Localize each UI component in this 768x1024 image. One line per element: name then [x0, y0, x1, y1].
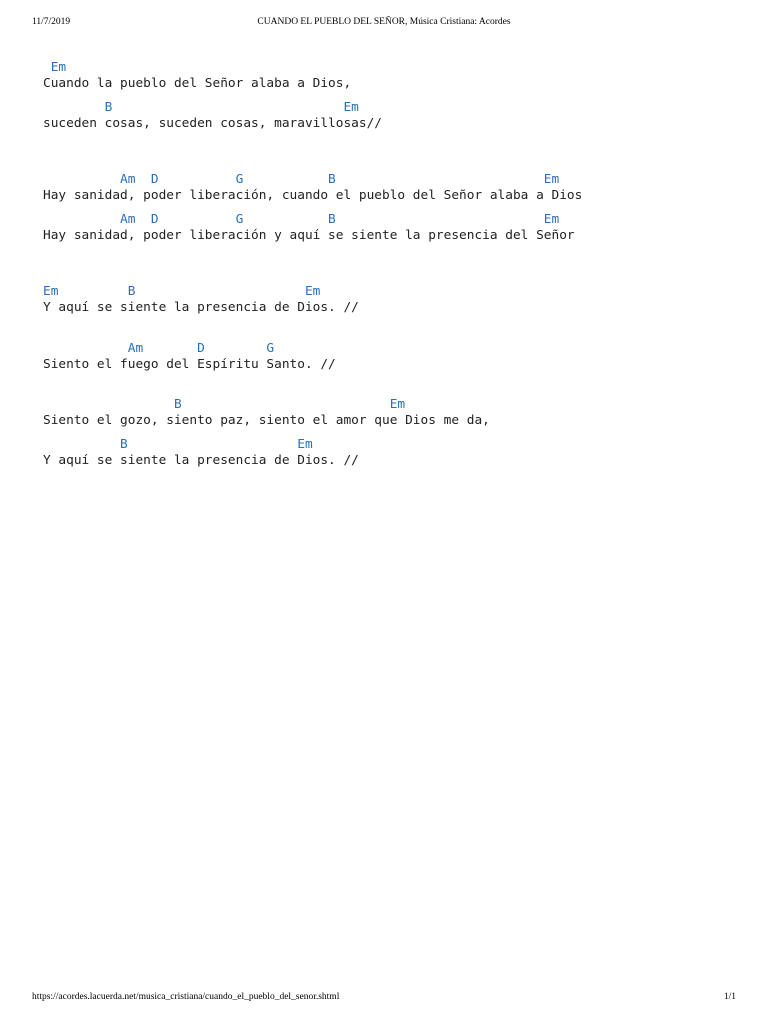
chord-line: Am D G	[43, 341, 275, 356]
print-footer	[32, 992, 736, 1006]
print-header	[32, 17, 736, 31]
chord-line: B Em	[43, 437, 313, 452]
lyric-line: Y aquí se siente la presencia de Dios. //	[43, 453, 359, 468]
lyric-line: Hay sanidad, poder liberación, cuando el pueblo del Señor alaba a Dios	[43, 188, 583, 203]
lyric-line: Hay sanidad, poder liberación y aquí se siente la presencia del Señor	[43, 228, 575, 243]
chord-line: Em B Em	[43, 284, 321, 299]
page-number: 1/1	[723, 992, 736, 1002]
chord-line: B Em	[43, 397, 406, 412]
chord-line: Am D G B Em	[43, 212, 560, 227]
chord-line: Em	[43, 60, 67, 75]
lyric-line: Cuando la pueblo del Señor alaba a Dios,	[43, 76, 352, 91]
lyric-line: suceden cosas, suceden cosas, maravillosas//	[43, 116, 382, 131]
lyric-line: Siento el gozo, siento paz, siento el amor que Dios me da,	[43, 413, 490, 428]
page-title: CUANDO EL PUEBLO DEL SEÑOR, Música Cristiana: Acordes	[257, 17, 511, 27]
lyric-line: Y aquí se siente la presencia de Dios. //	[43, 300, 359, 315]
chord-line: B Em	[43, 100, 359, 115]
verse-1	[43, 60, 733, 132]
lyric-line: Siento el fuego del Espíritu Santo. //	[43, 357, 336, 372]
print-date: 11/7/2019	[32, 17, 71, 27]
chord-line: Am D G B Em	[43, 172, 560, 187]
verse-2	[43, 172, 733, 244]
song-sheet	[43, 60, 733, 469]
chorus	[43, 284, 733, 469]
page-url: https://acordes.lacuerda.net/musica_cristiana/cuando_el_pueblo_del_senor.shtml	[32, 992, 340, 1002]
